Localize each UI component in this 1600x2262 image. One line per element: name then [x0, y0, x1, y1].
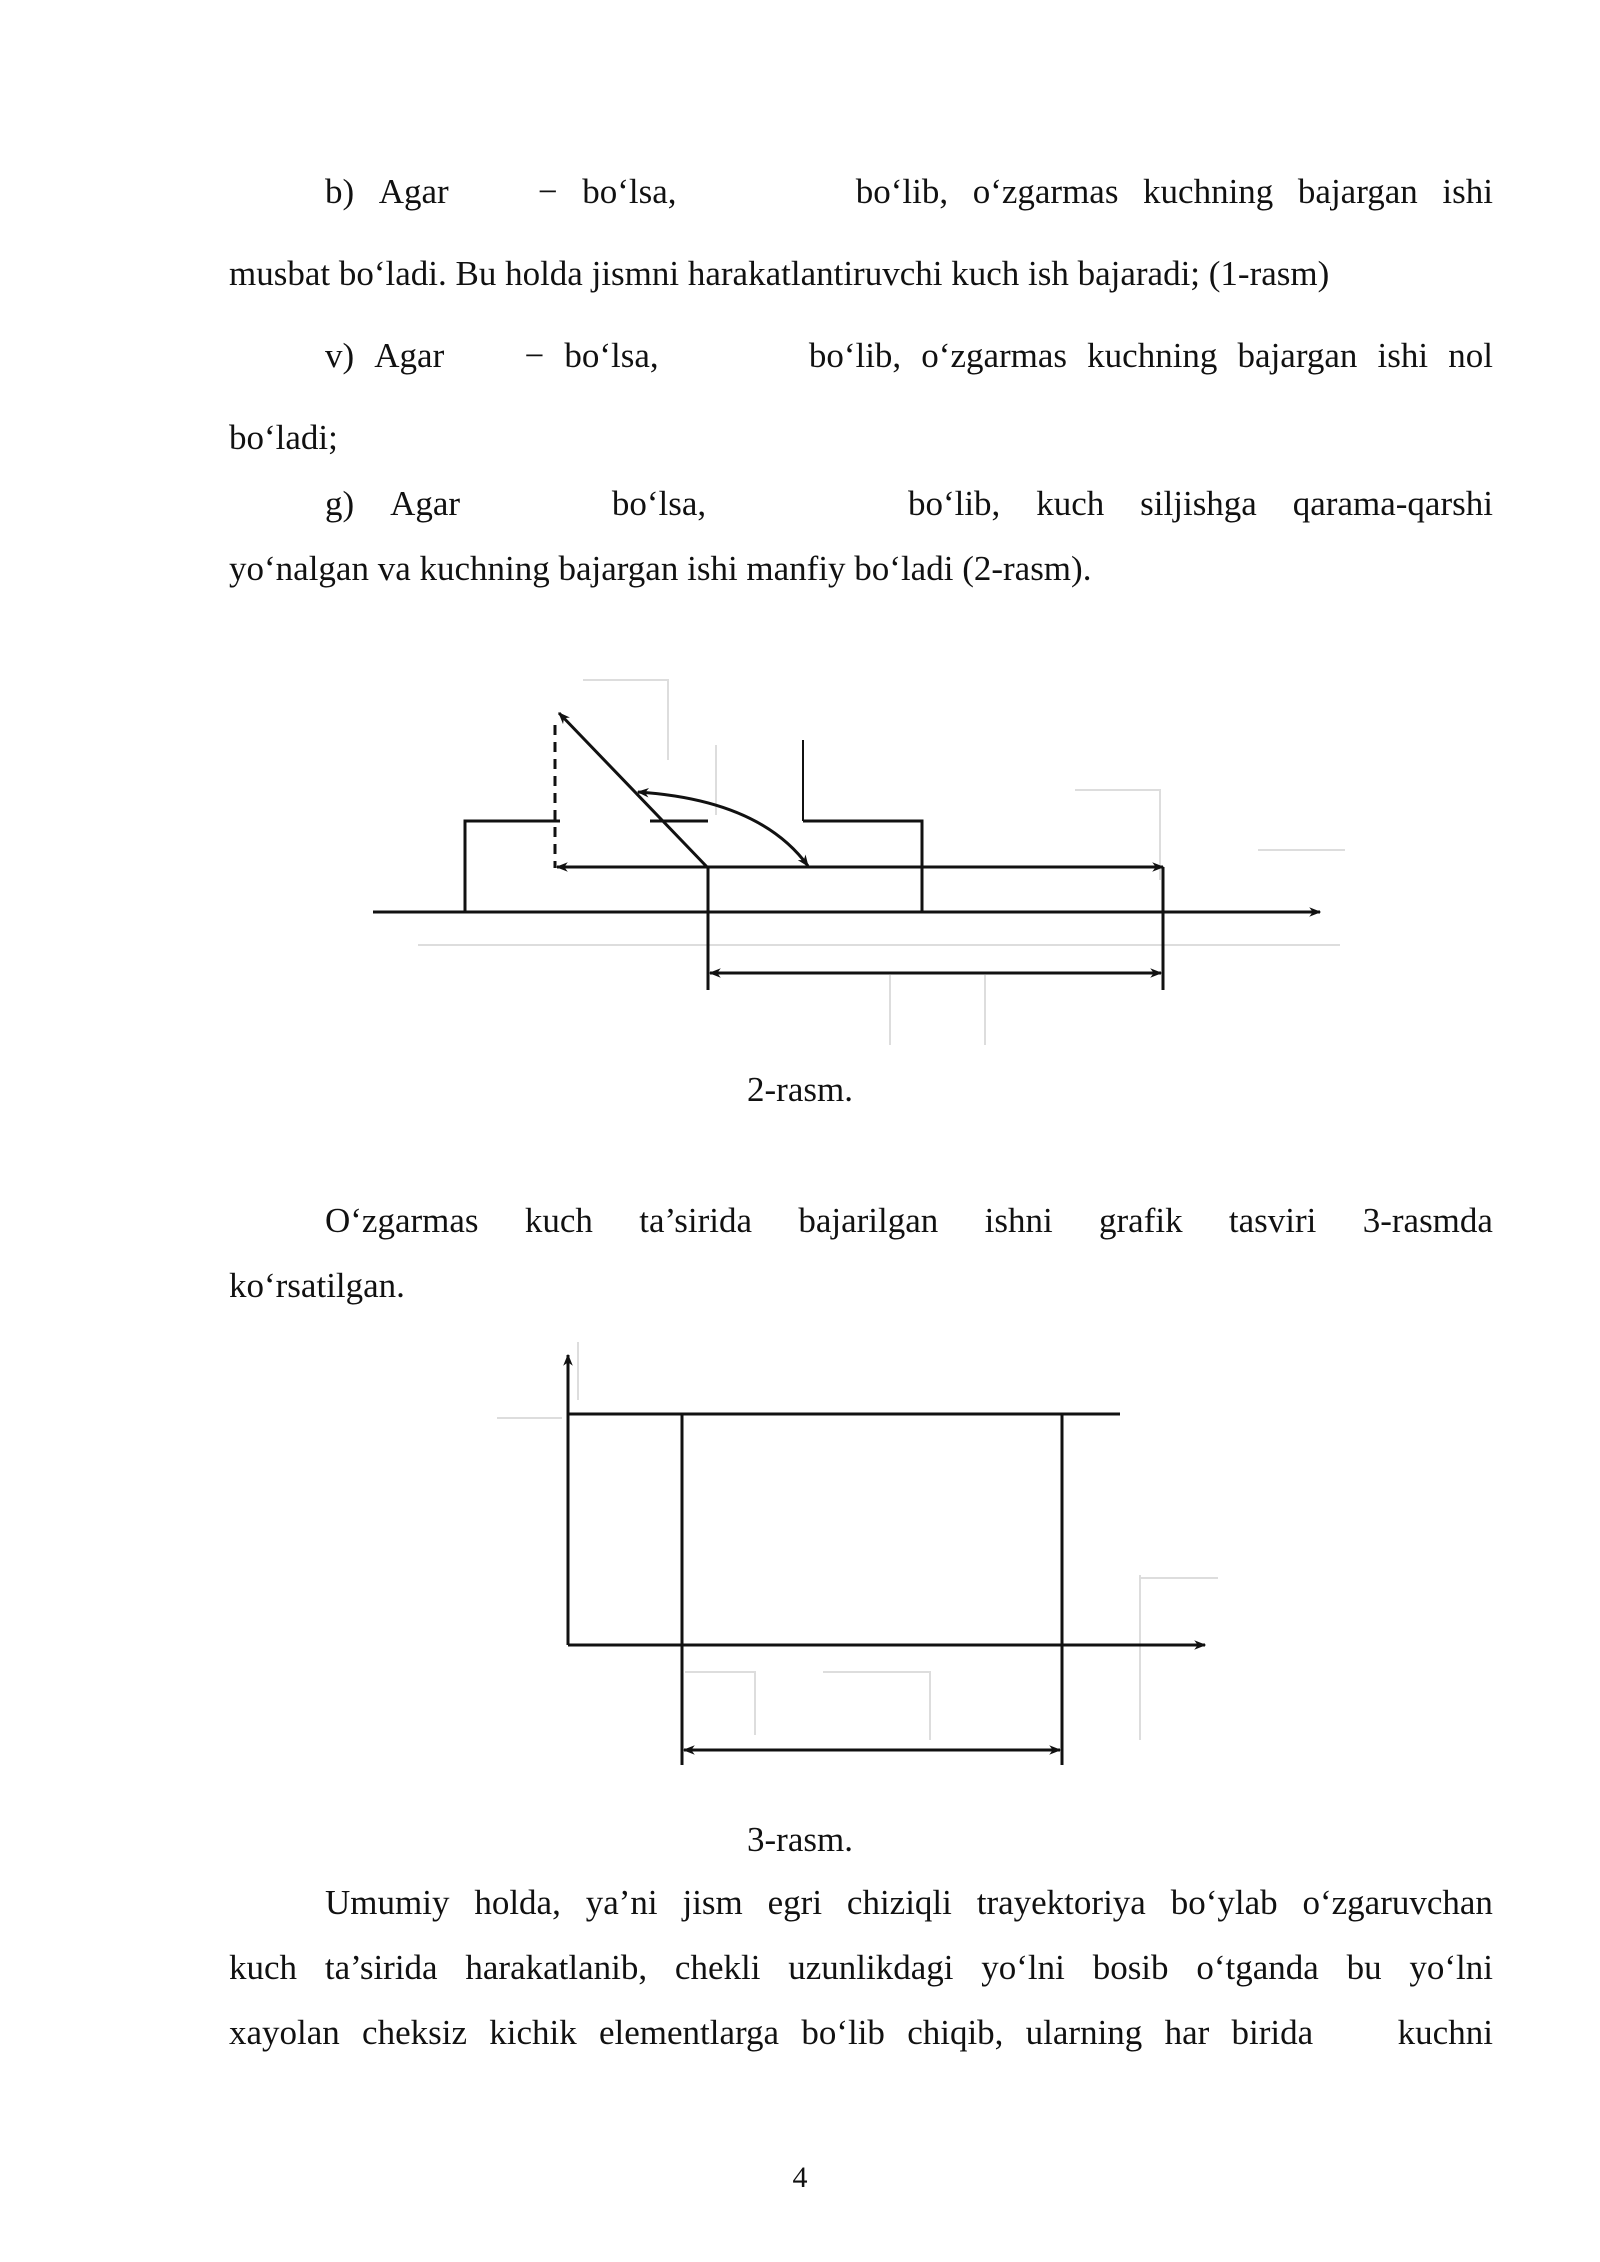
figure-3-caption: 3-rasm. [747, 1820, 853, 1859]
paragraph-b-line-2: musbat bo‘ladi. Bu holda jismni harakatlantiruvchi kuch ish bajaradi; (1-rasm) [229, 254, 1330, 293]
paragraph-general-line-2: kuch ta’sirida harakatlanib, chekli uzunlikdagi yo‘lni bosib o‘tganda bu yo‘lni [229, 1948, 1493, 1987]
paragraph-g-line-2: yo‘nalgan va kuchning bajargan ishi manfiy bo‘ladi (2-rasm). [229, 549, 1092, 588]
paragraph-b-line-1: b) Agar − bo‘lsa, bo‘lib, o‘zgarmas kuchning bajargan ishi [325, 172, 1493, 211]
paragraph-g-line-1: g) Agar bo‘lsa, bo‘lib, kuch siljishga qarama-qarshi [325, 484, 1493, 523]
paragraph-graph-line-1: O‘zgarmas kuch ta’sirida bajarilgan ishni grafik tasviri 3-rasmda [325, 1201, 1493, 1240]
paragraph-v-line-1: v) Agar − bo‘lsa, bo‘lib, o‘zgarmas kuchning bajargan ishi nol [325, 336, 1493, 375]
paragraph-v-line-2: bo‘ladi; [229, 418, 338, 457]
paragraph-general-line-3: xayolan cheksiz kichik elementlarga bo‘lib chiqib, ularning har birida kuchni [229, 2013, 1493, 2052]
paragraph-graph-line-2: ko‘rsatilgan. [229, 1266, 405, 1305]
work-area-rectangle [682, 1414, 1062, 1645]
paragraph-general-line-1: Umumiy holda, ya’ni jism egri chiziqli trayektoriya bo‘ylab o‘zgaruvchan [325, 1883, 1493, 1922]
page-number: 4 [792, 2161, 808, 2194]
figure-2-caption: 2-rasm. [747, 1070, 853, 1109]
